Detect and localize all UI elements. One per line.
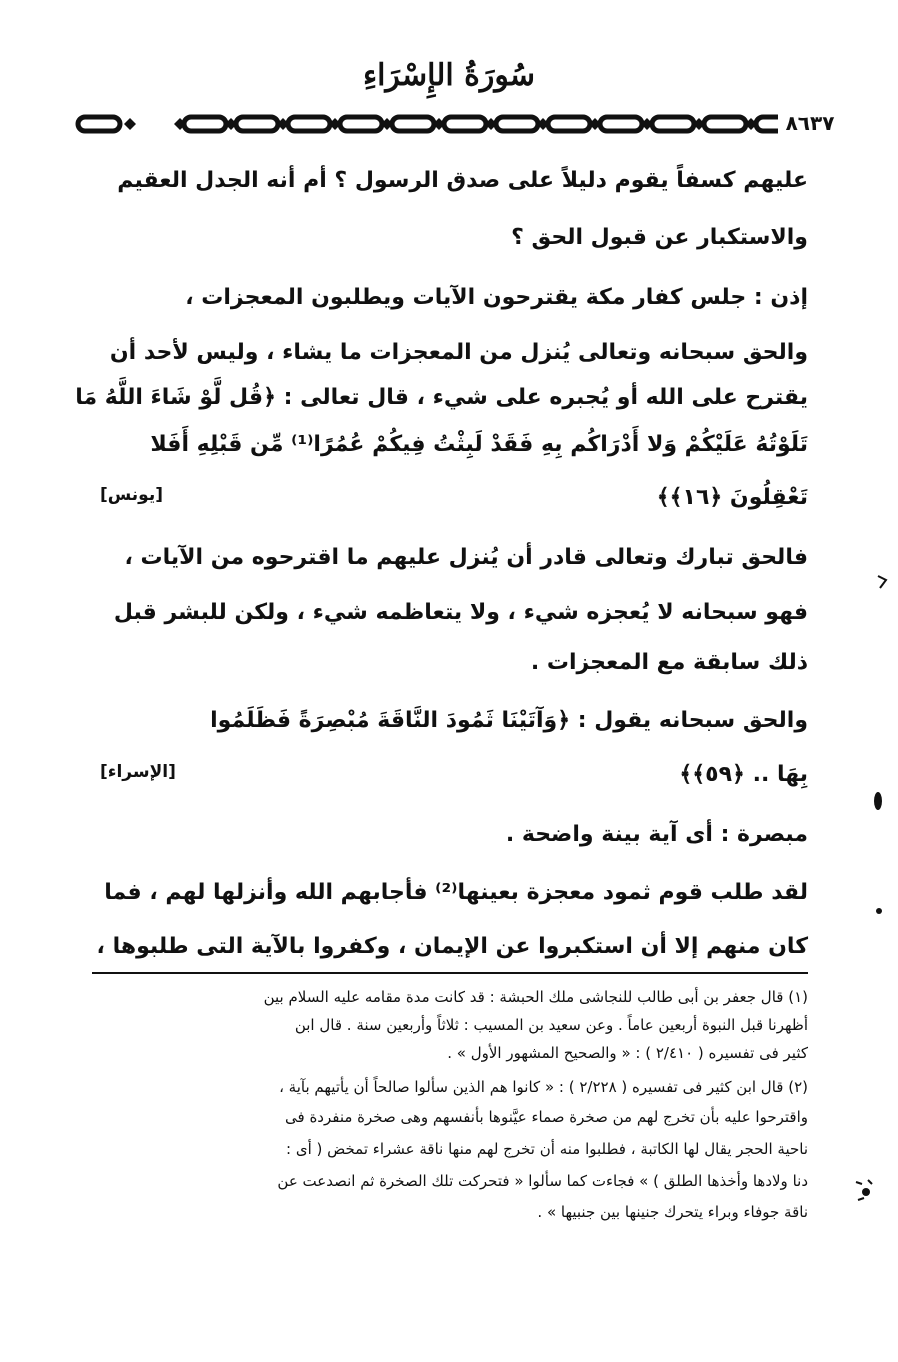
footnote-line-1: (١) قال جعفر بن أبى طالب للنجاشى ملك الحبشة : قد كانت مدة مقامه عليه السلام بين [263, 988, 808, 1006]
footnote-line-4: (٢) قال ابن كثير فى تفسيره ( ٢/٢٢٨ ) : « كانوا هم الذين سألوا صالحاً أن يأتيهم بآية ، [279, 1078, 808, 1096]
page-number: ٨٦٣٧ [778, 111, 842, 135]
footnote-line-5: واقترحوا عليه بأن تخرج لهم من صخرة صماء عيَّنوها بأنفسهم وهى صخرة منفردة فى [285, 1108, 808, 1126]
scan-mark-3 [874, 906, 884, 916]
surah-reference-yunus: [يونس] [100, 485, 163, 505]
body-line-4: والحق سبحانه وتعالى يُنزل من المعجزات ما يشاء ، وليس لأحد أن [109, 340, 808, 365]
scan-mark-1 [876, 572, 890, 592]
footnote-line-7: دنا ولادها وأخذها الطلق ) » فجاءت كما سألوا « فتحركت تلك الصخرة ثم انصدعت عن [277, 1172, 808, 1190]
footnote-line-6: ناحية الحجر يقال لها الكاتبة ، فطلبوا منه أن تخرج لهم منها ناقة عشراء تمخض ( أى : [286, 1140, 808, 1158]
body-line-1: عليهم كسفاً يقوم دليلاً على صدق الرسول ؟ أم أنه الجدل العقيم [117, 168, 808, 193]
surah-reference-isra: [الإسراء] [100, 762, 176, 782]
surah-title: سُورَةُ الإِسْرَاءِ [362, 58, 536, 93]
body-line-6: تَلَوْتُهُ عَلَيْكُمْ وَلا أَدْرَاكُم بِهِ فَقَدْ لَبِثْتُ فِيكُمْ عُمُرًا⁽¹⁾ مِّن قَبْلِهِ أَفَلا [150, 432, 808, 457]
header-ornament-band [74, 112, 814, 136]
body-line-9: فهو سبحانه لا يُعجزه شيء ، ولا يتعاظمه شيء ، ولكن للبشر قبل [113, 600, 808, 625]
body-line-13: مبصرة : أى آية بينة واضحة . [505, 822, 808, 847]
body-line-5: يقترح على الله أو يُجبره على شيء ، قال تعالى : ﴿قُل لَّوْ شَاءَ اللَّهُ مَا [75, 385, 808, 410]
footnote-line-3: كثير فى تفسيره ( ٢/٤١٠ ) : « والصحيح المشهور الأول » . [447, 1044, 808, 1062]
body-line-11: والحق سبحانه يقول : ﴿وَآتَيْنَا ثَمُودَ النَّاقَةَ مُبْصِرَةً فَظَلَمُوا [210, 708, 808, 733]
body-line-7: تَعْقِلُونَ ﴿١٦﴾﴾ [656, 485, 808, 510]
body-line-3: إذن : جلس كفار مكة يقترحون الآيات ويطلبون المعجزات ، [185, 285, 808, 310]
body-line-14: لقد طلب قوم ثمود معجزة بعينها⁽²⁾ فأجابهم الله وأنزلها لهم ، فما [104, 880, 808, 905]
body-line-15: كان منهم إلا أن استكبروا عن الإيمان ، وكفروا بالآية التى طلبوها ، [96, 934, 808, 959]
body-line-2: والاستكبار عن قبول الحق ؟ [511, 225, 808, 250]
scan-mark-2 [872, 790, 884, 812]
body-line-12: بِهَا .. ﴿٥٩﴾﴾ [679, 762, 808, 787]
body-line-8: فالحق تبارك وتعالى قادر أن يُنزل عليهم ما اقترحوه من الآيات ، [124, 545, 808, 570]
footnote-divider [92, 972, 808, 974]
footnote-line-8: ناقة جوفاء وبراء يتحرك جنينها بين جنبيها » . [537, 1203, 808, 1221]
body-line-10: ذلك سابقة مع المعجزات . [530, 650, 808, 675]
footnote-line-2: أظهرنا قبل النبوة أربعين عاماً . وعن سعيد بن المسيب : ثلاثاً وأربعين سنة . قال ابن [294, 1016, 808, 1034]
scan-mark-4 [854, 1176, 876, 1204]
